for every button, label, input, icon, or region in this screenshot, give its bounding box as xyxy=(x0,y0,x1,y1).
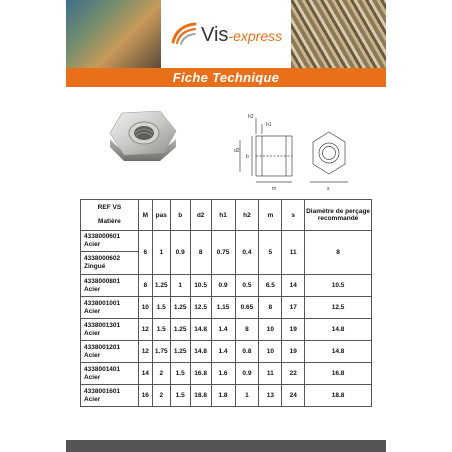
cell-h1: 1.8 xyxy=(211,385,235,407)
cell-m: 8 xyxy=(138,275,152,297)
cell-d2: 18.8 xyxy=(190,385,211,407)
header-h2: h2 xyxy=(235,200,259,231)
cell-b: 1.5 xyxy=(170,385,190,407)
cell-mm: 10 xyxy=(259,341,282,363)
cell-m: 12 xyxy=(138,341,152,363)
cell-h2: 8 xyxy=(235,319,259,341)
header-ref-label: REF VS xyxy=(97,204,122,211)
swoosh-logo-icon xyxy=(171,20,197,46)
cell-s: 19 xyxy=(282,341,305,363)
cell-d2: 14.8 xyxy=(190,319,211,341)
ref-material: Acier xyxy=(84,351,101,359)
cell-m: 14 xyxy=(138,363,152,385)
drawing-label-d2: d2 xyxy=(234,148,240,154)
cell-b: 1.25 xyxy=(170,341,190,363)
cell-d2: 12.5 xyxy=(190,297,211,319)
brand-suffix: -express xyxy=(228,28,283,44)
cell-h2: 0.8 xyxy=(235,341,259,363)
ref-code: 4338000602 xyxy=(84,255,121,262)
cell-pas: 1.5 xyxy=(152,319,170,341)
ref-code: 4338001401 xyxy=(84,365,121,373)
cell-h2: 0.9 xyxy=(235,363,259,385)
table-row xyxy=(81,297,372,319)
cell-mm: 11 xyxy=(259,363,282,385)
ref-material: Acier xyxy=(84,285,101,293)
table-row xyxy=(81,341,372,363)
cell-diameter: 14.8 xyxy=(305,319,372,341)
cell-h2: 0.5 xyxy=(235,275,259,297)
ref-material: Acier xyxy=(84,307,101,315)
hex-nut-image xyxy=(102,103,182,169)
cell-d2: 10.5 xyxy=(190,275,211,297)
header-banner xyxy=(66,0,386,68)
cell-mm: 13 xyxy=(259,385,282,407)
header-b: b xyxy=(170,200,190,231)
cell-pas: 1 xyxy=(152,231,170,275)
cell-pas: 1.75 xyxy=(152,341,170,363)
cell-h1: 0.75 xyxy=(211,231,235,275)
cell-mm: 10 xyxy=(259,319,282,341)
ref-code: 4338000601 xyxy=(84,233,121,240)
workshop-photo xyxy=(66,0,161,68)
ref-cell xyxy=(81,341,139,363)
header-mm: m xyxy=(259,200,282,231)
page-title: Fiche Technique xyxy=(66,68,386,87)
cell-h2: 0.65 xyxy=(235,297,259,319)
cell-h2: 0.4 xyxy=(235,231,259,275)
cell-h1: 1.15 xyxy=(211,297,235,319)
footer-bar xyxy=(66,440,386,452)
cell-d2: 14.8 xyxy=(190,341,211,363)
header-ref xyxy=(81,200,139,231)
screws-photo xyxy=(291,0,386,68)
cell-m: 12 xyxy=(138,319,152,341)
technical-sheet xyxy=(66,0,386,452)
cell-h1: 1.4 xyxy=(211,341,235,363)
header-h1: h1 xyxy=(211,200,235,231)
header-material-label: Matière xyxy=(98,218,121,225)
drawing-label-b: b xyxy=(246,154,249,160)
header-pas: pas xyxy=(152,200,170,231)
cell-mm: 8 xyxy=(259,297,282,319)
ref-cell xyxy=(81,275,139,297)
cell-diameter: 10.5 xyxy=(305,275,372,297)
ref-material: Zingué xyxy=(84,263,106,270)
cell-b: 0.9 xyxy=(170,231,190,275)
ref-cell xyxy=(81,297,139,319)
brand-text: Vis xyxy=(201,24,229,46)
table-row xyxy=(81,275,372,297)
cell-m: 10 xyxy=(138,297,152,319)
cell-s: 24 xyxy=(282,385,305,407)
ref-cell xyxy=(81,252,139,275)
drawing-label-m: m xyxy=(272,186,277,192)
cell-s: 17 xyxy=(282,297,305,319)
cell-s: 22 xyxy=(282,363,305,385)
cell-h1: 1.4 xyxy=(211,319,235,341)
cell-diameter: 14.8 xyxy=(305,341,372,363)
table-row xyxy=(81,385,372,407)
ref-cell xyxy=(81,231,139,252)
cell-h1: 1.6 xyxy=(211,363,235,385)
logo xyxy=(161,0,291,68)
cell-s: 11 xyxy=(282,231,305,275)
cell-h1: 0.9 xyxy=(211,275,235,297)
cell-b: 1.25 xyxy=(170,319,190,341)
table-row xyxy=(81,319,372,341)
ref-code: 4338000801 xyxy=(84,277,121,285)
cell-mm: 6.5 xyxy=(259,275,282,297)
cell-d2: 8 xyxy=(190,231,211,275)
table-row xyxy=(81,231,372,252)
cell-h2: 1 xyxy=(235,385,259,407)
cell-diameter: 16.8 xyxy=(305,363,372,385)
drawing-label-h1: h1 xyxy=(266,122,272,128)
table-header-row xyxy=(81,200,372,231)
drawing-label-h2: h2 xyxy=(248,114,254,120)
technical-drawing xyxy=(226,106,366,192)
cell-s: 14 xyxy=(282,275,305,297)
cell-mm: 5 xyxy=(259,231,282,275)
cell-diameter: 18.8 xyxy=(305,385,372,407)
cell-b: 1.25 xyxy=(170,297,190,319)
spec-table xyxy=(80,199,372,407)
header-s: s xyxy=(282,200,305,231)
drawing-label-s: s xyxy=(327,186,330,192)
header-d2: d2 xyxy=(190,200,211,231)
cell-m: 16 xyxy=(138,385,152,407)
ref-material: Acier xyxy=(84,329,101,337)
table-row xyxy=(81,363,372,385)
ref-material: Acier xyxy=(84,241,101,248)
ref-cell xyxy=(81,319,139,341)
ref-cell xyxy=(81,385,139,407)
ref-code: 4338001301 xyxy=(84,321,121,329)
brand-name xyxy=(201,24,282,47)
ref-material: Acier xyxy=(84,395,101,403)
cell-d2: 16.8 xyxy=(190,363,211,385)
header-diameter: Diamètre de perçage recommandé xyxy=(305,200,372,231)
cell-diameter: 8 xyxy=(305,231,372,275)
cell-diameter: 12.5 xyxy=(305,297,372,319)
header-m: M xyxy=(138,200,152,231)
cell-pas: 1.25 xyxy=(152,275,170,297)
cell-pas: 1.5 xyxy=(152,297,170,319)
ref-code: 4338001001 xyxy=(84,299,121,307)
cell-s: 19 xyxy=(282,319,305,341)
ref-code: 4338001601 xyxy=(84,387,121,395)
cell-m: 6 xyxy=(138,231,152,275)
cell-pas: 2 xyxy=(152,385,170,407)
cell-b: 1.5 xyxy=(170,363,190,385)
cell-b: 1 xyxy=(170,275,190,297)
ref-cell xyxy=(81,363,139,385)
cell-pas: 2 xyxy=(152,363,170,385)
ref-code: 4338001201 xyxy=(84,343,121,351)
ref-material: Acier xyxy=(84,373,101,381)
